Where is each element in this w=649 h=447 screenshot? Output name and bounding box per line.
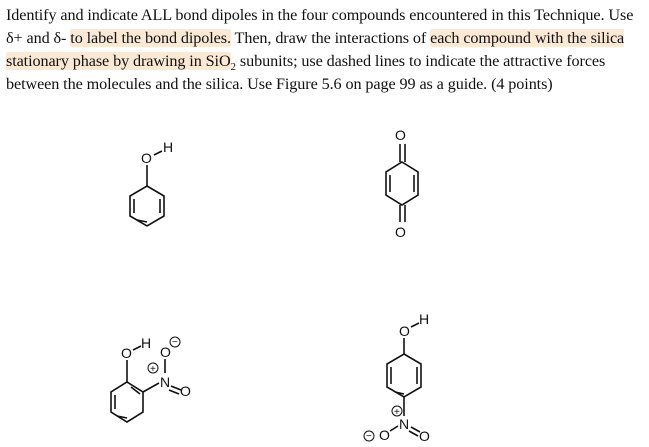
n-o-single-bond <box>390 426 398 431</box>
o-h-bond <box>133 346 141 350</box>
c-n-bond <box>143 383 159 392</box>
benzoquinone-structure <box>370 125 440 245</box>
svg-text:−: − <box>172 337 178 348</box>
atom-o-double: O <box>180 383 191 399</box>
n-o-double-bond <box>169 390 179 394</box>
atom-o-minus: O <box>160 344 171 360</box>
positive-charge-icon <box>148 363 158 375</box>
question-text <box>6 4 646 96</box>
negative-charge-icon <box>364 431 374 442</box>
question-line-2 <box>6 27 646 50</box>
atom-h: H <box>141 335 152 351</box>
n-o-double-bond <box>409 431 418 436</box>
delta-label-text: δ+ and δ- <box>6 29 71 47</box>
question-line-3 <box>6 50 646 73</box>
question-line-2-middle: Then, draw the interactions of <box>230 29 431 47</box>
o-h-bond <box>411 323 419 327</box>
question-line-4: between the molecules and the silica. Use Figure 5.6 on page 99 as a guide. (4 points) <box>6 75 553 93</box>
2-nitrophenol-structure <box>95 330 225 442</box>
o-h-bond <box>154 151 162 155</box>
highlight-stationary-phase: stationary phase by drawing in SiO <box>6 52 231 70</box>
ring-double-bond <box>395 392 404 394</box>
atom-o-top: O <box>395 127 406 143</box>
question-line-1: Identify and indicate ALL bond dipoles in the four compounds encountered in this Technique. Use <box>6 6 634 24</box>
atom-n: N <box>399 416 410 432</box>
atom-o-double: O <box>419 428 430 444</box>
atom-o-minus: O <box>379 427 390 443</box>
question-line-3-rest: subunits; use dashed lines to indicate the attractive forces <box>235 52 606 70</box>
negative-charge-icon <box>170 337 180 348</box>
svg-text:−: − <box>366 431 372 442</box>
atom-o-hydroxyl: O <box>399 323 410 339</box>
atom-h: H <box>419 311 430 327</box>
benzene-ring <box>130 186 164 226</box>
benzene-ring <box>387 354 421 397</box>
atom-o: O <box>141 150 152 166</box>
ring-double-bond <box>117 416 127 418</box>
sio2-subscript: 2 <box>230 61 236 74</box>
benzene-ring <box>111 382 143 422</box>
atom-n: N <box>160 374 171 390</box>
atom-o-hydroxyl: O <box>121 345 132 361</box>
4-nitrophenol-structure <box>355 310 465 445</box>
atom-o-bottom: O <box>395 224 406 240</box>
svg-text:+: + <box>394 407 400 418</box>
highlight-each-compound: each compound with the silica <box>430 29 625 47</box>
highlight-label-dipoles: to label the bond dipoles. <box>70 29 231 47</box>
phenol-structure <box>110 135 200 245</box>
svg-text:+: + <box>150 364 156 375</box>
atom-h: H <box>163 139 174 155</box>
